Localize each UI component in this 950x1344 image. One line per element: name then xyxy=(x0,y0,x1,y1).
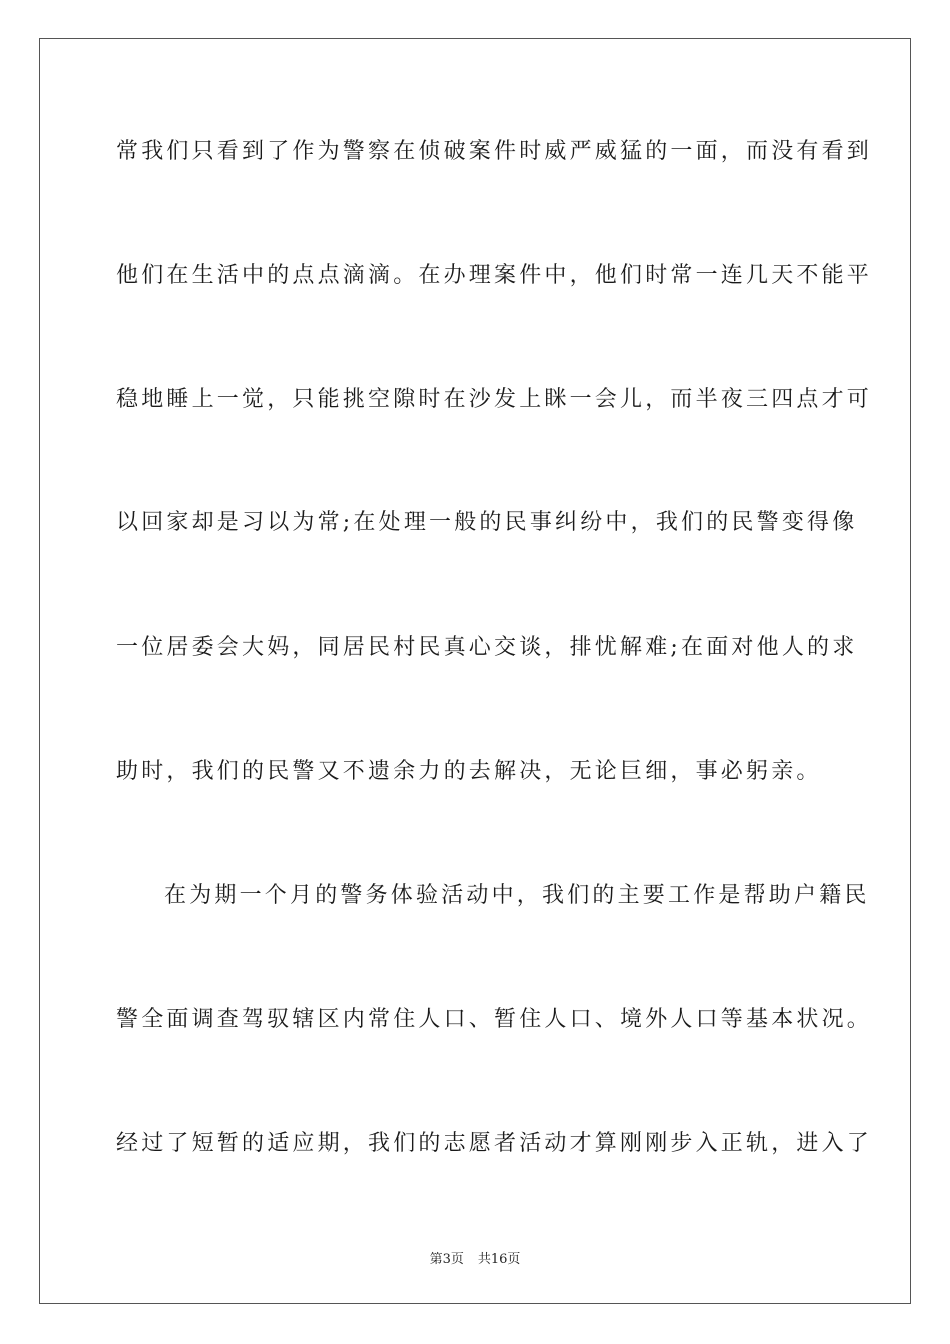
page-footer xyxy=(0,1248,950,1267)
body-text-line: 助时，我们的民警又不遗余力的去解决，无论巨细，事必躬亲。 xyxy=(116,759,822,784)
paragraph-first-line: 在为期一个月的警务体验活动中，我们的主要工作是帮助户籍民 xyxy=(164,883,870,908)
page-border xyxy=(39,38,911,1304)
body-text-line: 常我们只看到了作为警察在侦破案件时威严威猛的一面，而没有看到 xyxy=(116,139,873,164)
body-text-line: 经过了短暂的适应期，我们的志愿者活动才算刚刚步入正轨，进入了 xyxy=(116,1131,873,1156)
page-number: 第3页 xyxy=(429,1252,464,1267)
body-text-line: 一位居委会大妈，同居民村民真心交谈，排忧解难;在面对他人的求 xyxy=(116,635,858,660)
body-text-line: 稳地睡上一觉，只能挑空隙时在沙发上眯一会儿，而半夜三四点才可 xyxy=(116,387,873,412)
total-pages: 共16页 xyxy=(477,1252,521,1267)
body-text-line: 警全面调查驾驭辖区内常住人口、暂住人口、境外人口等基本状况。 xyxy=(116,1007,873,1032)
body-text-line: 他们在生活中的点点滴滴。在办理案件中，他们时常一连几天不能平 xyxy=(116,263,873,288)
body-text-line: 以回家却是习以为常;在处理一般的民事纠纷中，我们的民警变得像 xyxy=(116,510,858,535)
